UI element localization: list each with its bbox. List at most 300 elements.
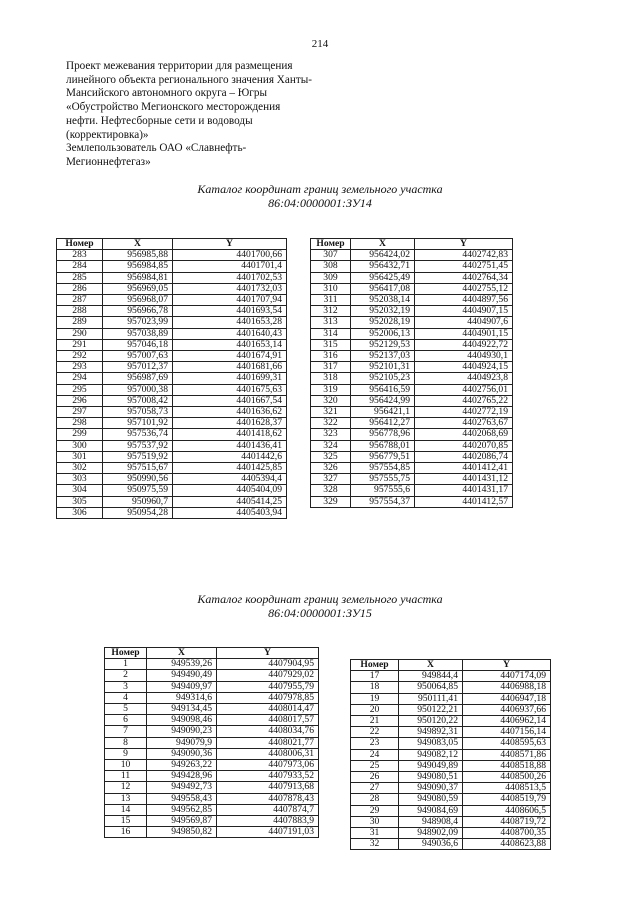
x-coordinate-cell: 949409,97 xyxy=(147,681,217,692)
column-header-x: X xyxy=(147,648,217,659)
table-row xyxy=(351,760,551,771)
y-coordinate-cell: 4408595,63 xyxy=(463,738,551,749)
x-coordinate-cell: 957554,37 xyxy=(351,496,415,507)
table-row xyxy=(351,738,551,749)
point-number-cell: 295 xyxy=(57,384,103,395)
x-coordinate-cell: 949263,22 xyxy=(147,760,217,771)
table-row xyxy=(57,507,287,518)
point-number-cell: 16 xyxy=(105,827,147,838)
point-number-cell: 321 xyxy=(311,407,351,418)
point-number-cell: 24 xyxy=(351,749,399,760)
x-coordinate-cell: 948908,4 xyxy=(399,816,463,827)
x-coordinate-cell: 957536,74 xyxy=(103,429,173,440)
header-line: Проект межевания территории для размещения xyxy=(66,60,293,72)
point-number-cell: 325 xyxy=(311,451,351,462)
table-row xyxy=(105,737,319,748)
table-row xyxy=(57,418,287,429)
point-number-cell: 8 xyxy=(105,737,147,748)
y-coordinate-cell: 4405404,09 xyxy=(173,485,287,496)
x-coordinate-cell: 949134,45 xyxy=(147,704,217,715)
coordinates-table-zu14-right xyxy=(310,238,513,508)
x-coordinate-cell: 949850,82 xyxy=(147,827,217,838)
point-number-cell: 18 xyxy=(351,682,399,693)
point-number-cell: 317 xyxy=(311,362,351,373)
x-coordinate-cell: 952137,03 xyxy=(351,351,415,362)
table-row xyxy=(57,407,287,418)
point-number-cell: 2 xyxy=(105,670,147,681)
y-coordinate-cell: 4402742,83 xyxy=(415,250,513,261)
y-coordinate-cell: 4401640,43 xyxy=(173,328,287,339)
x-coordinate-cell: 950120,22 xyxy=(399,716,463,727)
table-row xyxy=(351,727,551,738)
column-header-y: Y xyxy=(415,239,513,250)
table-row xyxy=(57,485,287,496)
catalog-title-line: Каталог координат границ земельного участка xyxy=(197,182,443,196)
table-row xyxy=(57,261,287,272)
table-row xyxy=(57,272,287,283)
x-coordinate-cell: 949844,4 xyxy=(399,671,463,682)
table-row xyxy=(57,451,287,462)
x-coordinate-cell: 950111,41 xyxy=(399,693,463,704)
table-row xyxy=(57,440,287,451)
point-number-cell: 326 xyxy=(311,463,351,474)
y-coordinate-cell: 4408719,72 xyxy=(463,816,551,827)
point-number-cell: 1 xyxy=(105,659,147,670)
table-row xyxy=(105,760,319,771)
y-coordinate-cell: 4408500,26 xyxy=(463,772,551,783)
point-number-cell: 315 xyxy=(311,339,351,350)
y-coordinate-cell: 4407874,7 xyxy=(217,804,319,815)
x-coordinate-cell: 952028,19 xyxy=(351,317,415,328)
x-coordinate-cell: 949090,36 xyxy=(147,748,217,759)
point-number-cell: 15 xyxy=(105,816,147,827)
table-row xyxy=(105,771,319,782)
y-coordinate-cell: 4401653,28 xyxy=(173,317,287,328)
table-row xyxy=(311,339,513,350)
point-number-cell: 328 xyxy=(311,485,351,496)
table-row xyxy=(311,351,513,362)
y-coordinate-cell: 4402068,69 xyxy=(415,429,513,440)
point-number-cell: 20 xyxy=(351,704,399,715)
point-number-cell: 286 xyxy=(57,283,103,294)
table-row xyxy=(351,682,551,693)
table-row xyxy=(311,272,513,283)
table-row xyxy=(105,782,319,793)
point-number-cell: 329 xyxy=(311,496,351,507)
point-number-cell: 26 xyxy=(351,772,399,783)
table-row xyxy=(351,671,551,682)
catalog-parcel-number: 86:04:0000001:ЗУ15 xyxy=(268,606,372,620)
x-coordinate-cell: 957519,92 xyxy=(103,451,173,462)
y-coordinate-cell: 4407933,52 xyxy=(217,771,319,782)
y-coordinate-cell: 4407978,85 xyxy=(217,692,319,703)
y-coordinate-cell: 4402755,12 xyxy=(415,283,513,294)
x-coordinate-cell: 956984,85 xyxy=(103,261,173,272)
project-header xyxy=(66,60,366,170)
column-header-number: Номер xyxy=(311,239,351,250)
header-line: Землепользователь ОАО «Славнефть- xyxy=(66,142,247,155)
table-row xyxy=(57,429,287,440)
x-coordinate-cell: 949562,85 xyxy=(147,804,217,815)
y-coordinate-cell: 4401699,31 xyxy=(173,373,287,384)
point-number-cell: 17 xyxy=(351,671,399,682)
point-number-cell: 306 xyxy=(57,507,103,518)
y-coordinate-cell: 4402763,67 xyxy=(415,418,513,429)
table-row xyxy=(311,395,513,406)
table-row xyxy=(105,704,319,715)
table-row xyxy=(351,693,551,704)
point-number-cell: 11 xyxy=(105,771,147,782)
point-number-cell: 12 xyxy=(105,782,147,793)
table-row xyxy=(105,804,319,815)
y-coordinate-cell: 4401431,17 xyxy=(415,485,513,496)
x-coordinate-cell: 956968,07 xyxy=(103,295,173,306)
x-coordinate-cell: 949080,51 xyxy=(399,772,463,783)
table-row xyxy=(351,839,551,850)
x-coordinate-cell: 949314,6 xyxy=(147,692,217,703)
table-row xyxy=(57,295,287,306)
table-row xyxy=(57,496,287,507)
y-coordinate-cell: 4401436,41 xyxy=(173,440,287,451)
table-row xyxy=(57,373,287,384)
y-coordinate-cell: 4407929,02 xyxy=(217,670,319,681)
table-row xyxy=(311,429,513,440)
x-coordinate-cell: 949080,59 xyxy=(399,794,463,805)
x-coordinate-cell: 956969,05 xyxy=(103,283,173,294)
table-row xyxy=(351,794,551,805)
point-number-cell: 303 xyxy=(57,474,103,485)
table-row xyxy=(105,692,319,703)
x-coordinate-cell: 956985,88 xyxy=(103,250,173,261)
y-coordinate-cell: 4408034,76 xyxy=(217,726,319,737)
point-number-cell: 324 xyxy=(311,440,351,451)
table-row xyxy=(351,816,551,827)
x-coordinate-cell: 957046,18 xyxy=(103,339,173,350)
y-coordinate-cell: 4407913,68 xyxy=(217,782,319,793)
point-number-cell: 21 xyxy=(351,716,399,727)
point-number-cell: 310 xyxy=(311,283,351,294)
point-number-cell: 292 xyxy=(57,351,103,362)
x-coordinate-cell: 957555,75 xyxy=(351,474,415,485)
y-coordinate-cell: 4404924,15 xyxy=(415,362,513,373)
table-header-row xyxy=(351,660,551,671)
y-coordinate-cell: 4402086,74 xyxy=(415,451,513,462)
y-coordinate-cell: 4407904,95 xyxy=(217,659,319,670)
table-row xyxy=(351,828,551,839)
point-number-cell: 304 xyxy=(57,485,103,496)
table-row xyxy=(311,407,513,418)
y-coordinate-cell: 4401418,62 xyxy=(173,429,287,440)
y-coordinate-cell: 4406947,18 xyxy=(463,693,551,704)
x-coordinate-cell: 956421,1 xyxy=(351,407,415,418)
x-coordinate-cell: 956987,69 xyxy=(103,373,173,384)
point-number-cell: 27 xyxy=(351,783,399,794)
table-row xyxy=(57,474,287,485)
table-row xyxy=(57,384,287,395)
table-row xyxy=(57,283,287,294)
x-coordinate-cell: 950954,28 xyxy=(103,507,173,518)
y-coordinate-cell: 4401442,6 xyxy=(173,451,287,462)
point-number-cell: 318 xyxy=(311,373,351,384)
y-coordinate-cell: 4408519,79 xyxy=(463,794,551,805)
header-line: линейного объекта регионального значения Ханты- xyxy=(66,73,312,86)
y-coordinate-cell: 4407174,09 xyxy=(463,671,551,682)
header-line: Мегионнефтегаз» xyxy=(66,155,151,168)
x-coordinate-cell: 949036,6 xyxy=(399,839,463,850)
y-coordinate-cell: 4401412,41 xyxy=(415,463,513,474)
point-number-cell: 294 xyxy=(57,373,103,384)
y-coordinate-cell: 4408014,47 xyxy=(217,704,319,715)
table-row xyxy=(311,384,513,395)
y-coordinate-cell: 4404923,8 xyxy=(415,373,513,384)
point-number-cell: 302 xyxy=(57,463,103,474)
x-coordinate-cell: 952038,14 xyxy=(351,295,415,306)
x-coordinate-cell: 950975,59 xyxy=(103,485,173,496)
y-coordinate-cell: 4402070,85 xyxy=(415,440,513,451)
point-number-cell: 7 xyxy=(105,726,147,737)
x-coordinate-cell: 949539,26 xyxy=(147,659,217,670)
table-row xyxy=(311,317,513,328)
point-number-cell: 283 xyxy=(57,250,103,261)
table-row xyxy=(311,418,513,429)
coordinates-table-zu14-left xyxy=(56,238,287,519)
y-coordinate-cell: 4407878,43 xyxy=(217,793,319,804)
y-coordinate-cell: 4408571,86 xyxy=(463,749,551,760)
x-coordinate-cell: 956984,81 xyxy=(103,272,173,283)
y-coordinate-cell: 4401700,66 xyxy=(173,250,287,261)
point-number-cell: 30 xyxy=(351,816,399,827)
y-coordinate-cell: 4406988,18 xyxy=(463,682,551,693)
y-coordinate-cell: 4408021,77 xyxy=(217,737,319,748)
x-coordinate-cell: 956432,71 xyxy=(351,261,415,272)
y-coordinate-cell: 4401628,37 xyxy=(173,418,287,429)
table-row xyxy=(105,827,319,838)
y-coordinate-cell: 4408513,5 xyxy=(463,783,551,794)
table-row xyxy=(57,306,287,317)
point-number-cell: 3 xyxy=(105,681,147,692)
point-number-cell: 312 xyxy=(311,306,351,317)
x-coordinate-cell: 949490,49 xyxy=(147,670,217,681)
point-number-cell: 319 xyxy=(311,384,351,395)
table-row xyxy=(311,283,513,294)
point-number-cell: 327 xyxy=(311,474,351,485)
x-coordinate-cell: 952101,31 xyxy=(351,362,415,373)
point-number-cell: 289 xyxy=(57,317,103,328)
table-row xyxy=(105,659,319,670)
point-number-cell: 305 xyxy=(57,496,103,507)
x-coordinate-cell: 956424,99 xyxy=(351,395,415,406)
point-number-cell: 314 xyxy=(311,328,351,339)
x-coordinate-cell: 949569,87 xyxy=(147,816,217,827)
column-header-x: X xyxy=(351,239,415,250)
point-number-cell: 313 xyxy=(311,317,351,328)
y-coordinate-cell: 4405394,4 xyxy=(173,474,287,485)
point-number-cell: 293 xyxy=(57,362,103,373)
x-coordinate-cell: 956788,01 xyxy=(351,440,415,451)
x-coordinate-cell: 949098,46 xyxy=(147,715,217,726)
point-number-cell: 5 xyxy=(105,704,147,715)
y-coordinate-cell: 4407883,9 xyxy=(217,816,319,827)
y-coordinate-cell: 4402751,45 xyxy=(415,261,513,272)
y-coordinate-cell: 4401653,14 xyxy=(173,339,287,350)
x-coordinate-cell: 950064,85 xyxy=(399,682,463,693)
column-header-number: Номер xyxy=(57,239,103,250)
x-coordinate-cell: 956425,49 xyxy=(351,272,415,283)
table-row xyxy=(311,463,513,474)
point-number-cell: 288 xyxy=(57,306,103,317)
y-coordinate-cell: 4402772,19 xyxy=(415,407,513,418)
point-number-cell: 322 xyxy=(311,418,351,429)
y-coordinate-cell: 4401431,12 xyxy=(415,474,513,485)
x-coordinate-cell: 957000,38 xyxy=(103,384,173,395)
table-row xyxy=(311,373,513,384)
x-coordinate-cell: 952129,53 xyxy=(351,339,415,350)
table-header-row xyxy=(311,239,513,250)
y-coordinate-cell: 4401681,66 xyxy=(173,362,287,373)
x-coordinate-cell: 950960,7 xyxy=(103,496,173,507)
point-number-cell: 290 xyxy=(57,328,103,339)
y-coordinate-cell: 4404897,56 xyxy=(415,295,513,306)
column-header-y: Y xyxy=(463,660,551,671)
catalog-parcel-number: 86:04:0000001:ЗУ14 xyxy=(268,196,372,210)
column-header-y: Y xyxy=(173,239,287,250)
x-coordinate-cell: 957537,92 xyxy=(103,440,173,451)
y-coordinate-cell: 4402765,22 xyxy=(415,395,513,406)
point-number-cell: 308 xyxy=(311,261,351,272)
y-coordinate-cell: 4402756,01 xyxy=(415,384,513,395)
point-number-cell: 291 xyxy=(57,339,103,350)
y-coordinate-cell: 4404922,72 xyxy=(415,339,513,350)
x-coordinate-cell: 957008,42 xyxy=(103,395,173,406)
point-number-cell: 23 xyxy=(351,738,399,749)
table-row xyxy=(105,793,319,804)
point-number-cell: 316 xyxy=(311,351,351,362)
x-coordinate-cell: 956417,08 xyxy=(351,283,415,294)
table-row xyxy=(57,463,287,474)
y-coordinate-cell: 4404907,15 xyxy=(415,306,513,317)
x-coordinate-cell: 957515,67 xyxy=(103,463,173,474)
header-line: нефти. Нефтесборные сети и водоводы xyxy=(66,114,253,127)
header-line: (корректировка)» xyxy=(66,128,149,141)
point-number-cell: 284 xyxy=(57,261,103,272)
table-row xyxy=(351,772,551,783)
y-coordinate-cell: 4407955,79 xyxy=(217,681,319,692)
y-coordinate-cell: 4408006,31 xyxy=(217,748,319,759)
point-number-cell: 296 xyxy=(57,395,103,406)
x-coordinate-cell: 949082,12 xyxy=(399,749,463,760)
table-row xyxy=(311,261,513,272)
x-coordinate-cell: 952006,13 xyxy=(351,328,415,339)
coordinates-table-zu15-right xyxy=(350,659,551,850)
y-coordinate-cell: 4405414,25 xyxy=(173,496,287,507)
point-number-cell: 287 xyxy=(57,295,103,306)
x-coordinate-cell: 957554,85 xyxy=(351,463,415,474)
catalog-title-zu14 xyxy=(0,182,640,210)
table-row xyxy=(311,306,513,317)
y-coordinate-cell: 4401702,53 xyxy=(173,272,287,283)
table-row xyxy=(311,362,513,373)
y-coordinate-cell: 4408017,57 xyxy=(217,715,319,726)
table-header-row xyxy=(57,239,287,250)
y-coordinate-cell: 4401707,94 xyxy=(173,295,287,306)
point-number-cell: 323 xyxy=(311,429,351,440)
table-row xyxy=(57,339,287,350)
table-row xyxy=(311,485,513,496)
table-row xyxy=(311,440,513,451)
y-coordinate-cell: 4406937,66 xyxy=(463,704,551,715)
point-number-cell: 4 xyxy=(105,692,147,703)
point-number-cell: 300 xyxy=(57,440,103,451)
table-row xyxy=(105,681,319,692)
point-number-cell: 311 xyxy=(311,295,351,306)
page-number: 214 xyxy=(311,38,329,50)
x-coordinate-cell: 957555,6 xyxy=(351,485,415,496)
table-row xyxy=(105,670,319,681)
column-header-x: X xyxy=(103,239,173,250)
x-coordinate-cell: 950122,21 xyxy=(399,704,463,715)
point-number-cell: 13 xyxy=(105,793,147,804)
coordinates-table-zu15-left xyxy=(104,647,319,838)
point-number-cell: 307 xyxy=(311,250,351,261)
y-coordinate-cell: 4401701,4 xyxy=(173,261,287,272)
x-coordinate-cell: 957012,37 xyxy=(103,362,173,373)
point-number-cell: 19 xyxy=(351,693,399,704)
x-coordinate-cell: 957058,73 xyxy=(103,407,173,418)
x-coordinate-cell: 949428,96 xyxy=(147,771,217,782)
y-coordinate-cell: 4401693,54 xyxy=(173,306,287,317)
x-coordinate-cell: 957101,92 xyxy=(103,418,173,429)
y-coordinate-cell: 4407191,03 xyxy=(217,827,319,838)
catalog-title-line: Каталог координат границ земельного участка xyxy=(197,592,443,606)
table-row xyxy=(351,805,551,816)
x-coordinate-cell: 956424,02 xyxy=(351,250,415,261)
table-row xyxy=(311,474,513,485)
x-coordinate-cell: 952032,19 xyxy=(351,306,415,317)
catalog-title-zu15 xyxy=(0,592,640,620)
x-coordinate-cell: 957038,89 xyxy=(103,328,173,339)
column-header-number: Номер xyxy=(351,660,399,671)
table-row xyxy=(351,716,551,727)
y-coordinate-cell: 4401636,62 xyxy=(173,407,287,418)
table-row xyxy=(311,496,513,507)
x-coordinate-cell: 952105,23 xyxy=(351,373,415,384)
x-coordinate-cell: 949090,37 xyxy=(399,783,463,794)
header-line: «Обустройство Мегионского месторождения xyxy=(66,101,281,114)
column-header-number: Номер xyxy=(105,648,147,659)
y-coordinate-cell: 4408606,5 xyxy=(463,805,551,816)
table-row xyxy=(57,328,287,339)
x-coordinate-cell: 949558,43 xyxy=(147,793,217,804)
table-row xyxy=(105,748,319,759)
table-row xyxy=(57,351,287,362)
y-coordinate-cell: 4401675,63 xyxy=(173,384,287,395)
point-number-cell: 29 xyxy=(351,805,399,816)
point-number-cell: 299 xyxy=(57,429,103,440)
point-number-cell: 298 xyxy=(57,418,103,429)
x-coordinate-cell: 957023,99 xyxy=(103,317,173,328)
y-coordinate-cell: 4408518,88 xyxy=(463,760,551,771)
point-number-cell: 9 xyxy=(105,748,147,759)
y-coordinate-cell: 4402764,34 xyxy=(415,272,513,283)
point-number-cell: 32 xyxy=(351,839,399,850)
x-coordinate-cell: 956966,78 xyxy=(103,306,173,317)
point-number-cell: 31 xyxy=(351,828,399,839)
x-coordinate-cell: 956416,59 xyxy=(351,384,415,395)
x-coordinate-cell: 950990,56 xyxy=(103,474,173,485)
x-coordinate-cell: 949049,89 xyxy=(399,760,463,771)
table-header-row xyxy=(105,648,319,659)
table-row xyxy=(57,317,287,328)
